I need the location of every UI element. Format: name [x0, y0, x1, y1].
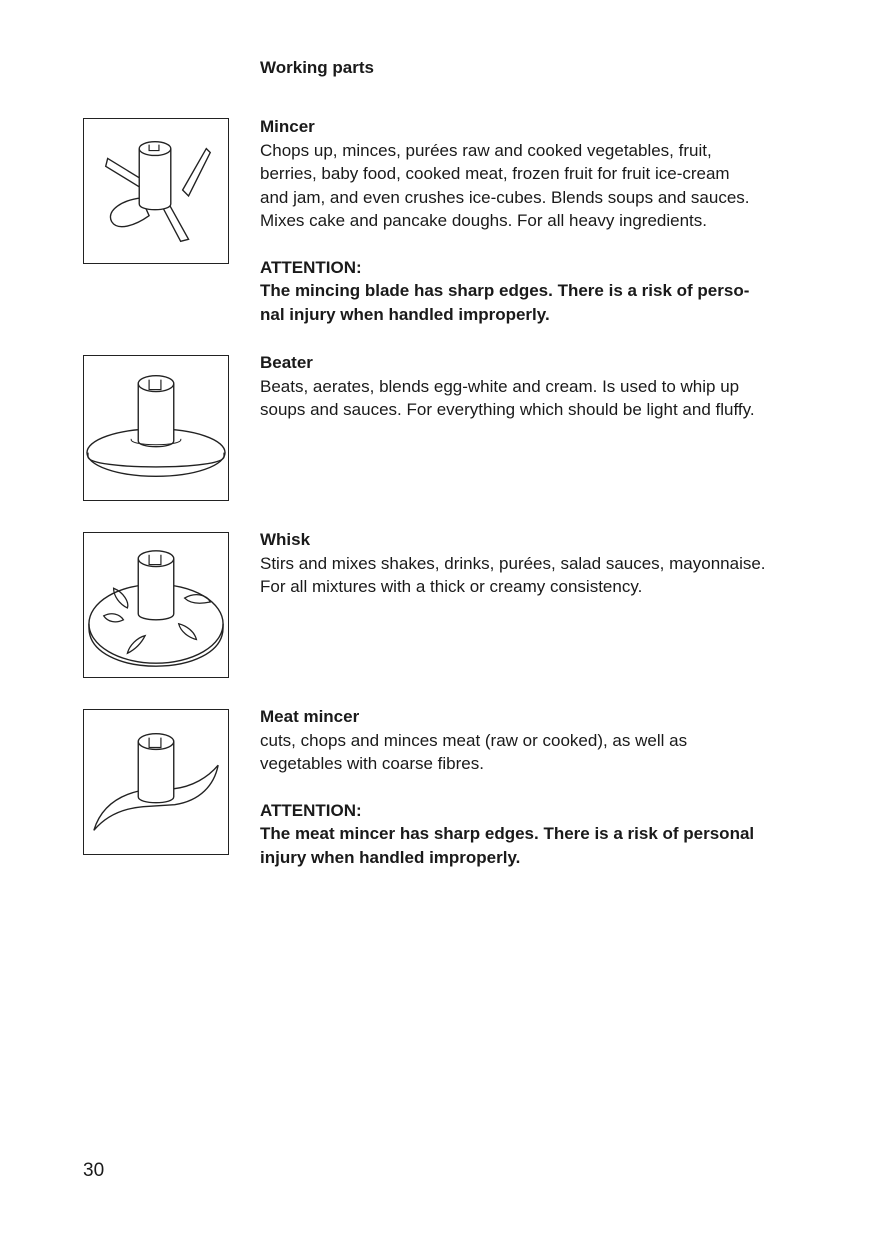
section-body: Beats, aerates, blends egg-white and cream. Is used to whip up soups and sauces. For everything which should be light and fluffy.: [260, 376, 755, 419]
mincer-figure: [83, 118, 229, 264]
attention-label: ATTENTION:: [260, 800, 362, 820]
whisk-disc-icon: [84, 533, 228, 677]
beater-disc-icon: [84, 356, 228, 500]
section-title: Mincer: [260, 117, 315, 136]
section-whisk: [260, 528, 820, 599]
section-beater: [260, 351, 820, 422]
attention-text: The meat mincer has sharp edges. There is a risk of personal injury when handled improperly.: [260, 824, 755, 867]
section-body: Stirs and mixes shakes, drinks, purées, salad sauces, mayonnaise. For all mixtures with a thick or creamy consistency.: [260, 553, 766, 596]
meat-mincer-blade-icon: [84, 710, 228, 854]
meat-mincer-figure: [83, 709, 229, 855]
attention-label: ATTENTION:: [260, 257, 362, 277]
attention-warning: [260, 256, 820, 327]
whisk-figure: [83, 532, 229, 678]
section-body: cuts, chops and minces meat (raw or cooked), as well as vegetables with coarse fibres.: [260, 730, 688, 773]
attention-warning: [260, 799, 820, 870]
attention-text: The mincing blade has sharp edges. There is a risk of perso- nal injury when handled improperly.: [260, 281, 750, 324]
section-title: Whisk: [260, 530, 311, 549]
section-title: Beater: [260, 353, 313, 372]
section-meat-mincer: [260, 705, 820, 869]
section-mincer: [260, 115, 820, 326]
page-heading: Working parts: [260, 58, 374, 77]
page-number: 30: [83, 1160, 105, 1181]
mincer-blade-icon: [84, 119, 228, 263]
section-body: Chops up, minces, purées raw and cooked vegetables, fruit, berries, baby food, cooked meat, frozen fruit for fruit ice-cream and jam, and even crushes ice-cubes. Blends soups and sauces. Mixes cake and pancake doughs. For all heavy ingredients.: [260, 140, 750, 230]
section-title: Meat mincer: [260, 707, 360, 726]
beater-figure: [83, 355, 229, 501]
